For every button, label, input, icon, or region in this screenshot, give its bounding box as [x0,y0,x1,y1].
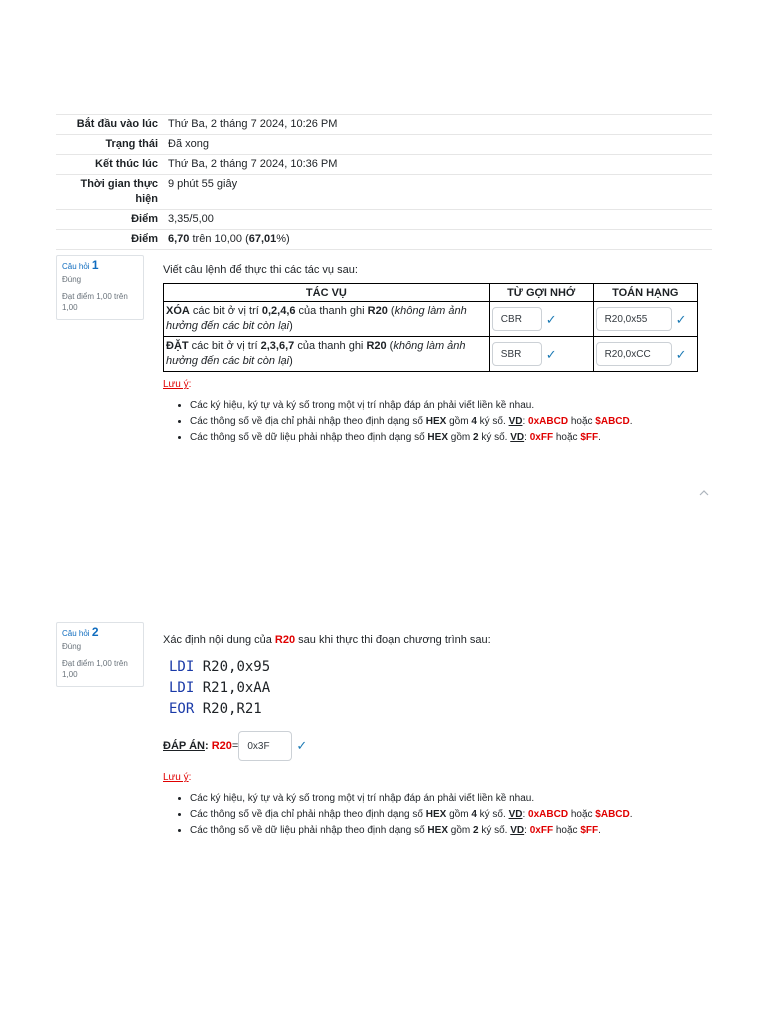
note-text: gồm [447,432,473,443]
code-args: R20,0x95 [202,659,271,675]
note-heading [163,771,191,783]
task-row [164,302,698,337]
header-operand: TOÁN HẠNG [593,284,697,302]
task-register: R20 [366,340,387,352]
note-heading [163,378,191,390]
task-text: của thanh ghi [294,340,367,352]
answer-colon: : [204,739,212,752]
operand-input[interactable]: R20,0x55 [596,307,672,331]
code-block [169,657,270,720]
task-row [164,337,698,372]
question-number [62,260,138,272]
prompt-text: Xác định nội dung của [163,634,275,646]
operand-input[interactable]: R20,0xCC [596,342,672,366]
mnemonic-input[interactable]: CBR [492,307,542,331]
question-grade: Đạt điểm 1,00 trên 1,00 [62,292,128,312]
grade-text: trên 10,00 ( [189,233,249,245]
note-item [190,823,633,839]
task-description [164,337,490,372]
task-note: không làm ảnh hưởng đến các bit còn lại [166,305,467,332]
code-args: R21,0xAA [202,680,271,696]
note-vd: VD [508,416,523,427]
operand-cell [593,337,697,372]
note-text: . [629,809,633,820]
task-register: R20 [367,305,388,317]
summary-label: Điểm [56,230,164,250]
note-text: : [522,809,529,820]
attempt-summary [56,114,712,250]
note-title: Lưu ý [163,379,189,390]
mnemonic-input[interactable]: SBR [492,342,542,366]
note-text: : [522,416,529,427]
answer-row [163,731,307,761]
task-header-row [164,284,698,302]
summary-value: 3,35/5,00 [164,210,712,230]
summary-label: Kết thúc lúc [56,155,164,175]
check-icon: ✓ [675,346,687,362]
summary-value: Thứ Ba, 2 tháng 7 2024, 10:36 PM [164,155,712,175]
check-icon: ✓ [545,346,557,362]
task-verb: ĐẶT [166,340,189,352]
question-1-info [56,255,144,320]
note-text: Các thông số về dữ liệu phải nhập theo định dạng số [190,432,428,443]
note-title: Lưu ý [163,772,189,783]
note-text: hoặc [568,809,596,820]
summary-row [56,115,712,135]
summary-row [56,230,712,250]
grade-text-end: %) [276,233,290,245]
note-example: $FF [580,432,599,443]
summary-row [56,155,712,175]
check-icon: ✓ [545,311,557,327]
question-2-info [56,622,144,687]
question-num: 2 [91,625,99,639]
task-text: ( [387,305,395,317]
note-count: 2 [473,432,479,443]
note-text: ký số. [476,809,509,820]
task-description [164,302,490,337]
note-example: $ABCD [595,416,630,427]
grade-value: 6,70 [168,233,190,245]
task-bits: 0,2,4,6 [261,305,296,317]
code-op: LDI [169,659,195,675]
note-item: • Các ký hiệu, ký tự và ký số trong một vị trí nhập đáp án phải viết liền kề nhau. [190,398,633,414]
check-icon: ✓ [296,738,308,753]
code-line [169,678,270,699]
note-vd: VD [510,825,525,836]
note-example: $FF [580,825,599,836]
note-text: hoặc [568,416,596,427]
answer-eq: = [231,739,239,752]
summary-label: Bắt đầu vào lúc [56,115,164,135]
note-item: • Các ký hiệu, ký tự và ký số trong một vị trí nhập đáp án phải viết liền kề nhau. [190,791,633,807]
check-icon: ✓ [675,311,687,327]
summary-value: Thứ Ba, 2 tháng 7 2024, 10:26 PM [164,115,712,135]
summary-row [56,210,712,230]
note-vd: VD [510,432,525,443]
task-text: ( [386,340,394,352]
note-count: 4 [471,416,477,427]
note-list [160,398,633,446]
code-args: R20,R21 [202,701,262,717]
code-op: LDI [169,680,195,696]
summary-label: Trạng thái [56,135,164,155]
note-text: gồm [446,416,472,427]
task-table [163,283,698,372]
note-text: gồm [446,809,472,820]
question-num: 1 [91,258,99,272]
answer-register: R20 [211,739,232,752]
question-grade: Đạt điểm 1,00 trên 1,00 [62,659,128,679]
task-verb: XÓA [166,305,190,317]
code-line [169,699,270,720]
note-text: ký số. [478,432,511,443]
note-example: 0xABCD [528,416,569,427]
note-hex: HEX [427,432,448,443]
header-task: TÁC VỤ [164,284,490,302]
grade-percent: 67,01 [248,233,277,245]
note-text: gồm [447,825,473,836]
question-label: Câu hỏi [62,629,90,638]
note-text: : [524,825,530,836]
note-text: hoặc [553,825,581,836]
answer-label: ĐÁP ÁN [163,739,205,752]
header-mnemonic: TỪ GỢI NHỚ [489,284,593,302]
summary-row [56,135,712,155]
question-1-prompt: Viết câu lệnh để thực thi các tác vụ sau: [163,264,358,276]
task-text: các bit ở vị trí [189,305,262,317]
code-line [169,657,270,678]
code-op: EOR [169,701,195,717]
note-colon: : [188,379,192,390]
note-example: $ABCD [595,809,630,820]
note-count: 2 [473,825,479,836]
operand-cell [593,302,697,337]
answer-input[interactable]: 0x3F [238,731,292,761]
question-state: Đúng [62,275,82,284]
note-text: Các thông số về địa chỉ phải nhập theo định dạng số [190,416,426,427]
note-text: : [524,432,530,443]
note-text: Các thông số về địa chỉ phải nhập theo định dạng số [190,809,426,820]
chevron-up-icon[interactable] [699,488,709,498]
summary-value: Đã xong [164,135,712,155]
note-example: 0xABCD [528,809,569,820]
summary-label: Điểm [56,210,164,230]
note-text: . [598,432,601,443]
note-text: ký số. [478,825,511,836]
note-hex: HEX [425,416,447,427]
summary-label: Thời gian thực hiện [56,175,164,210]
summary-value: 9 phút 55 giây [164,175,712,210]
task-text: của thanh ghi [295,305,368,317]
note-text: . [629,416,633,427]
task-bits: 2,3,6,7 [260,340,295,352]
question-2-prompt [163,634,491,646]
note-text: . [598,825,601,836]
question-state: Đúng [62,642,82,651]
prompt-text: sau khi thực thi đoạn chương trình sau: [295,634,491,646]
prompt-register: R20 [274,634,296,646]
task-note: không làm ảnh hưởng đến các bit còn lại [166,340,466,367]
mnemonic-cell [489,302,593,337]
note-item [190,430,633,446]
task-text: các bit ở vị trí [188,340,261,352]
note-example: 0xFF [529,825,554,836]
task-text: ) [289,355,293,367]
note-text: Các thông số về dữ liệu phải nhập theo định dạng số [190,825,428,836]
task-text: ) [289,320,293,332]
summary-value [164,230,712,250]
question-label: Câu hỏi [62,262,90,271]
note-count: 4 [471,809,477,820]
note-text: hoặc [553,432,581,443]
note-item [190,807,633,823]
note-vd: VD [508,809,523,820]
question-number [62,627,138,639]
mnemonic-cell [489,337,593,372]
note-example: 0xFF [529,432,554,443]
note-item [190,414,633,430]
note-hex: HEX [425,809,447,820]
summary-row [56,175,712,210]
note-hex: HEX [427,825,448,836]
note-colon: : [188,772,192,783]
note-list [160,791,633,839]
note-text: ký số. [476,416,509,427]
